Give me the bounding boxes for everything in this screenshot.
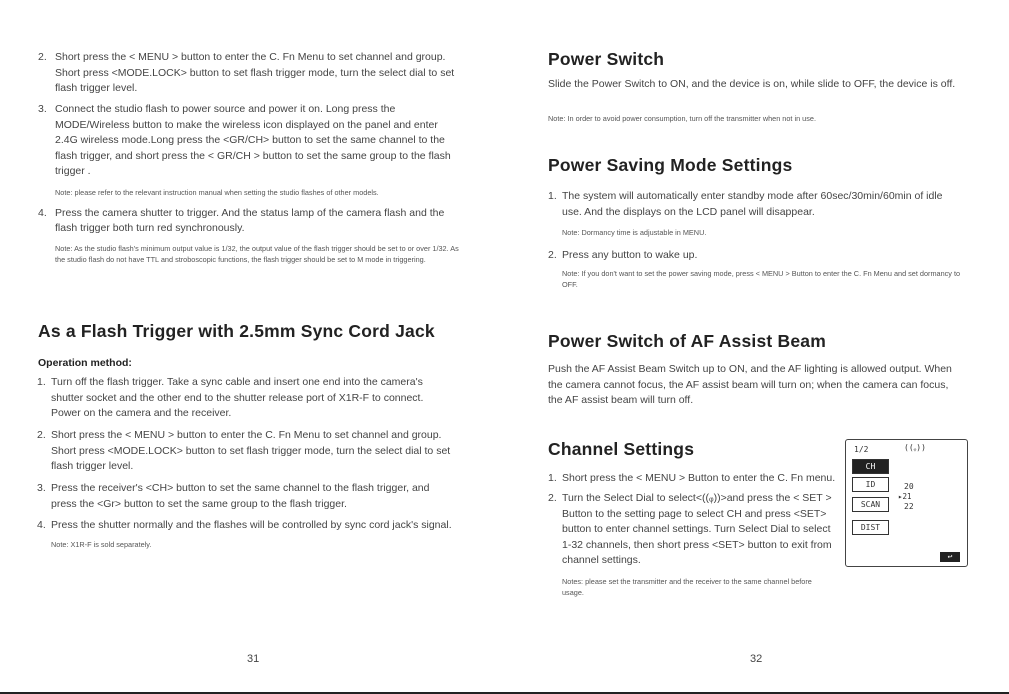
note: Note: Dormancy time is adjustable in MENU.: [562, 228, 707, 237]
power-saving-steps: [548, 189, 962, 291]
page-number: 31: [247, 653, 260, 665]
item-number: 1.: [548, 472, 557, 484]
item-text: Press any button to wake up.: [562, 248, 698, 261]
menu-item-dist: DIST: [852, 520, 889, 535]
list-item: [38, 206, 455, 238]
list-item: [37, 375, 436, 422]
item-number: 2.: [38, 51, 47, 63]
note: Note: X1R-F is sold separately.: [51, 540, 152, 549]
menu-item-scan: SCAN: [852, 497, 889, 512]
item-text: Turn off the flash trigger. Take a sync cable and insert one end into the camera's shutter socket and the other end to the shutter release port of X1R-F to connect. Power on the camera and the receiver.: [51, 376, 424, 419]
item-number: 4.: [38, 206, 47, 219]
channel-value: 20: [904, 482, 914, 491]
note: Note: As the studio flash's minimum output value is 1/32, the output value of the flash trigger should be set to or over 1/32. As the studio flash do not have TTL and stroboscopic functions, the flash trigger should be set to M mode in triggering.: [55, 243, 459, 264]
page-number: 32: [750, 653, 763, 665]
list-item: [38, 102, 455, 182]
section-title: As a Flash Trigger with 2.5mm Sync Cord Jack: [38, 321, 435, 341]
item-number: 2.: [37, 429, 46, 441]
item-number: 1.: [37, 376, 46, 388]
operation-steps: [37, 375, 461, 551]
lcd-screen: [845, 439, 968, 567]
wireless-icon: ((ᵩ)): [904, 443, 926, 452]
power-switch-text: Slide the Power Switch to ON, and the device is on, while slide to OFF, the device is off.: [548, 78, 956, 90]
channel-settings-title: Channel Settings: [548, 439, 695, 459]
item-number: 3.: [38, 103, 47, 115]
item-text: Press the camera shutter to trigger. And the status lamp of the camera flash and the flash trigger both turn red synchronously.: [55, 206, 445, 234]
power-switch-title: Power Switch: [548, 49, 665, 69]
item-text: Press the shutter normally and the flashes will be controlled by sync cord jack's signal.: [51, 519, 452, 531]
item-text: Short press the < MENU > button to enter the C. Fn Menu to set channel and group. Short press <MODE.LOCK> button to set flash trigger mode, turn the select dial to set flash trigger level.: [55, 51, 455, 94]
item-text: Turn the Select Dial to select<((ᵩ))>and press the < SET > Button to the setting page to select CH and press <SET> button to enter channel settings. Turn Select Dial to select 1-32 channels, then short press <SET> button to exit from channel settings.: [562, 492, 832, 566]
power-switch-note: Note: In order to avoid power consumption, turn off the transmitter when not in use.: [548, 114, 816, 123]
item-text: Short press the < MENU > button to enter the C. Fn Menu to set channel and group. Short press <MODE.LOCK> button to set flash trigger mode, turn the select dial to set flash trigger level.: [51, 429, 451, 472]
channel-value-selected: ▸21: [898, 492, 912, 501]
channel-steps: [548, 471, 837, 599]
channel-value: 22: [904, 502, 914, 511]
steps-list-continued: [38, 50, 459, 266]
list-item: [548, 248, 962, 264]
operation-label: Operation method:: [38, 357, 132, 369]
page-indicator: 1/2: [854, 445, 869, 454]
item-text: The system will automatically enter standby mode after 60sec/30min/60min of idle use. And the displays on the LCD panel will disappear.: [562, 190, 943, 218]
list-item: [548, 189, 962, 221]
list-item: [37, 518, 461, 534]
list-item: [37, 481, 441, 512]
list-item: [38, 50, 455, 97]
list-item: [548, 471, 837, 487]
item-number: 3.: [37, 482, 46, 494]
note: Note: please refer to the relevant instruction manual when setting the studio flashes of other models.: [55, 188, 379, 197]
item-number: 1.: [548, 190, 557, 202]
list-item: [548, 491, 837, 569]
power-saving-title: Power Saving Mode Settings: [548, 155, 793, 175]
note: Note: If you don't want to set the power saving mode, press < MENU > Button to enter the C. Fn Menu and set dormancy to OFF.: [562, 268, 961, 289]
note: Notes: please set the transmitter and the receiver to the same channel before usage.: [562, 576, 812, 597]
list-item: [37, 428, 461, 475]
item-text: Short press the < MENU > Button to enter the C. Fn menu.: [562, 472, 836, 484]
item-number: 2.: [548, 492, 557, 504]
af-assist-title: Power Switch of AF Assist Beam: [548, 331, 826, 351]
af-assist-text: Push the AF Assist Beam Switch up to ON, and the AF lighting is allowed output. When the camera cannot focus, the AF assist beam will turn on; when the camera can focus, the AF assist beam will turn off.: [548, 363, 952, 406]
menu-item-id: ID: [852, 477, 889, 492]
back-icon: ↩: [940, 552, 960, 562]
menu-item-ch: CH: [852, 459, 889, 474]
item-text: Connect the studio flash to power source and power it on. Long press the MODE/Wireless button to make the wireless icon displayed on the panel and enter 2.4G wireless mode.Long press the <GR/CH> button to set the same channel to the flash trigger, and short press the < GR/CH > button to set the same group to the flash trigger .: [55, 103, 451, 177]
item-text: Press the receiver's <CH> button to set the same channel to the flash trigger, and press the <Gr> button to set the same group to the flash trigger.: [51, 482, 430, 510]
item-number: 4.: [37, 519, 46, 531]
item-number: 2.: [548, 248, 557, 261]
